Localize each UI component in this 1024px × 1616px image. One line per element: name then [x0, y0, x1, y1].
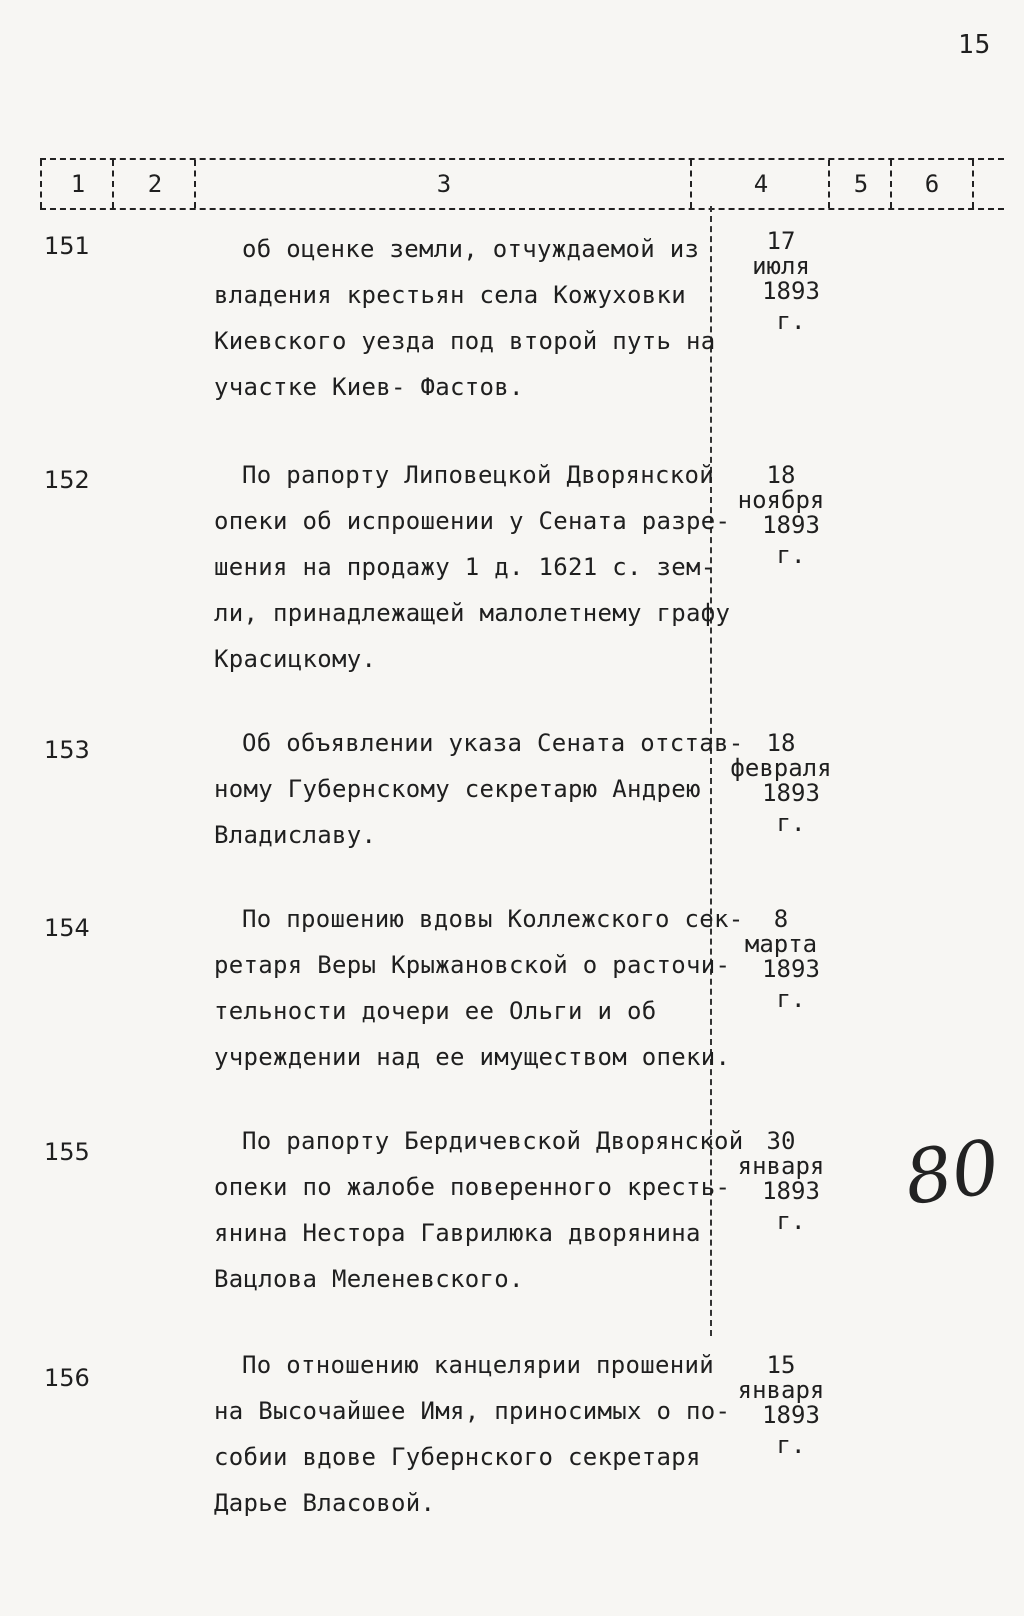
entry-number: 155: [44, 1138, 90, 1166]
text-line: тельности дочери ее Ольги и об: [214, 997, 657, 1025]
text-line: По прошению вдовы Коллежского сек-: [242, 905, 744, 933]
text-line: Дарье Власовой.: [214, 1489, 436, 1517]
text-line: Красицкому.: [214, 645, 377, 673]
text-line: участке Киев- Фастов.: [214, 373, 524, 401]
entry-number: 151: [44, 232, 90, 260]
entry-text: [214, 452, 731, 682]
entry-date: [726, 1350, 836, 1460]
date-day: 18: [766, 729, 796, 757]
entry-number: 152: [44, 466, 90, 494]
text-line: Вацлова Меленевского.: [214, 1265, 524, 1293]
entry-text: [214, 896, 744, 1080]
text-line: об оценке земли, отчуждаемой из: [242, 235, 700, 263]
date-month: марта: [744, 930, 818, 958]
text-line: По отношению канцелярии прошений: [242, 1351, 714, 1379]
text-line: янина Нестора Гаврилюка дворянина: [214, 1219, 701, 1247]
text-line: ретаря Веры Крыжановской о расточи-: [214, 951, 731, 979]
header-col-5: 5: [828, 160, 892, 208]
date-month: февраля: [730, 754, 832, 782]
entry-date: [726, 1126, 836, 1236]
header-col-6: 6: [890, 160, 974, 208]
entry-date: [726, 460, 836, 570]
text-line: собии вдове Губернского секретаря: [214, 1443, 701, 1471]
entry-text: [214, 1342, 731, 1526]
header-col-3: 3: [194, 160, 692, 208]
text-line: шения на продажу 1 д. 1621 с. зем-: [214, 553, 716, 581]
date-year: 1893 г.: [762, 1177, 820, 1235]
text-line: владения крестьян села Кожуховки: [214, 281, 686, 309]
date-year: 1893 г.: [762, 1401, 820, 1459]
date-month: июля: [752, 252, 810, 280]
entry-number: 153: [44, 736, 90, 764]
entry-number: 154: [44, 914, 90, 942]
date-day: 30: [766, 1127, 796, 1155]
text-line: учреждении над ее имуществом опеки.: [214, 1043, 731, 1071]
page-number: 15: [958, 30, 992, 60]
date-month: ноября: [737, 486, 825, 514]
text-line: ному Губернскому секретарю Андрею: [214, 775, 701, 803]
text-line: опеки по жалобе поверенного кресть-: [214, 1173, 731, 1201]
header-col-4: 4: [690, 160, 830, 208]
date-day: 8: [773, 905, 789, 933]
entry-text: [214, 720, 744, 858]
header-col-1: 1: [40, 160, 114, 208]
text-line: ли, принадлежащей малолетнему графу: [214, 599, 731, 627]
date-day: 17: [766, 227, 796, 255]
text-line: на Высочайшее Имя, приносимых о по-: [214, 1397, 731, 1425]
entry-text: [214, 1118, 744, 1302]
table-header: [40, 158, 1004, 210]
date-month: января: [737, 1152, 825, 1180]
text-line: Владиславу.: [214, 821, 377, 849]
entry-text: [214, 226, 716, 410]
text-line: По рапорту Липовецкой Дворянской: [242, 461, 714, 489]
header-col-2: 2: [112, 160, 196, 208]
entry-number: 156: [44, 1364, 90, 1392]
date-year: 1893 г.: [762, 511, 820, 569]
date-year: 1893 г.: [762, 779, 820, 837]
date-year: 1893 г.: [762, 955, 820, 1013]
text-line: По рапорту Бердичевской Дворянской: [242, 1127, 744, 1155]
handwritten-annotation: 80: [899, 1123, 1005, 1223]
text-line: Об объявлении указа Сената отстав-: [242, 729, 744, 757]
entry-date: [726, 904, 836, 1014]
date-year: 1893 г.: [762, 277, 820, 335]
date-day: 18: [766, 461, 796, 489]
date-day: 15: [766, 1351, 796, 1379]
entry-date: [726, 226, 836, 336]
text-line: Киевского уезда под второй путь на: [214, 327, 716, 355]
text-line: опеки об испрошении у Сената разре-: [214, 507, 731, 535]
entry-date: [726, 728, 836, 838]
date-month: января: [737, 1376, 825, 1404]
